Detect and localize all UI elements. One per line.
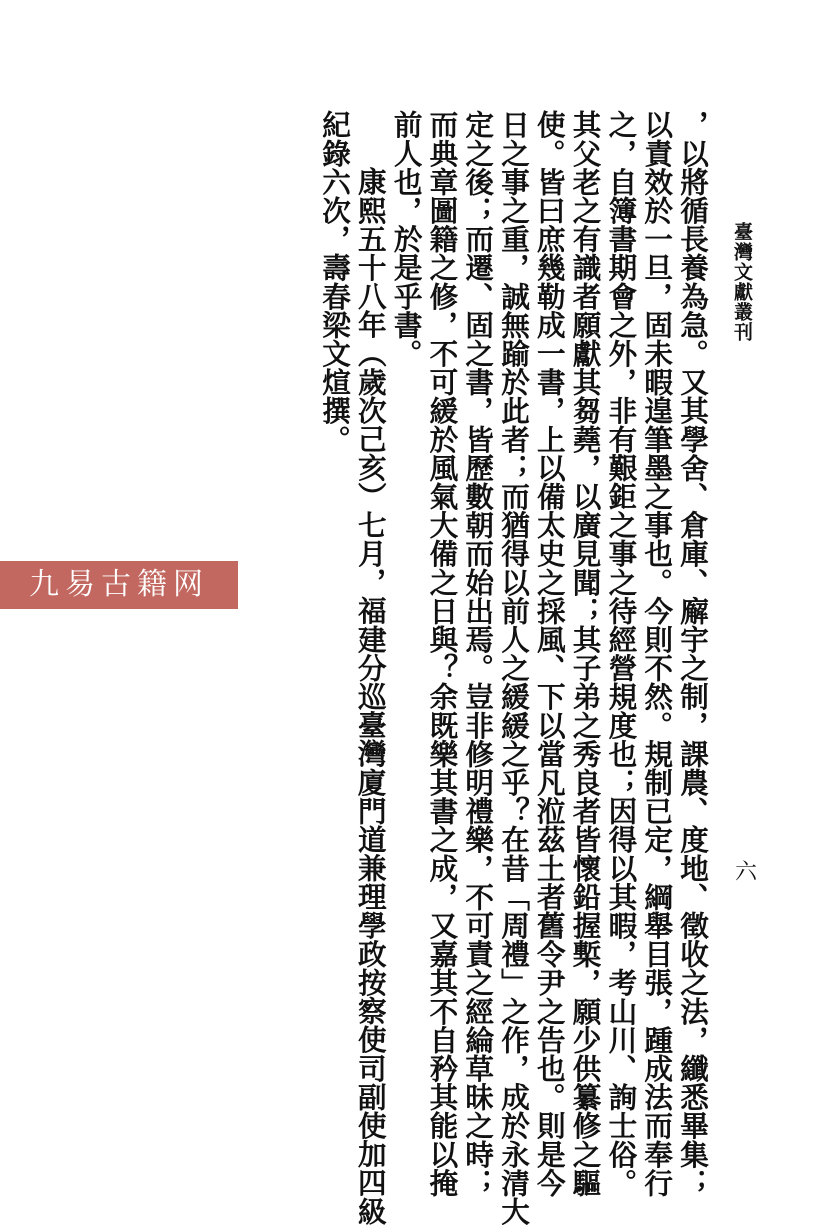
text-column: 定之後；而遷、固之書，皆歷數朝而始出焉。豈非修明禮樂，不可責之經綸草昧之時； — [461, 110, 496, 1197]
signature-column: 紀錄六次，壽春梁文煊撰。 — [318, 110, 353, 454]
page-number: 六 — [735, 860, 758, 885]
watermark-banner: 九易古籍网 — [0, 561, 238, 609]
text-column: 之，自簿書期會之外，非有艱鉅之事之待經營規度也；因得以其暇，考山川、詢士俗。 — [604, 110, 639, 1197]
body-text — [272, 110, 710, 1225]
running-title: 臺灣文獻叢刊 — [731, 222, 753, 342]
text-column: 日之事之重，誠無踰於此者；而猶得以前人之緩緩之乎？在昔「周禮」之作，成於永清大 — [497, 110, 532, 1225]
text-column: 其父老之有識者願獻其芻蕘，以廣見聞；其子弟之秀良者皆懷鉛握槧，願少供纂修之驅 — [568, 110, 603, 1197]
text-column: 前人也，於是乎書。 — [389, 110, 424, 368]
date-column: 康熙五十八年（歲次己亥）七月，福建分巡臺灣廈門道兼理學政按察使司副使加四級 — [353, 167, 388, 1225]
text-column: 以責效於一旦，固未暇遑筆墨之事也。今則不然。規制已定，綱舉目張，踵成法而奉行 — [640, 110, 675, 1197]
text-column: 使。皆曰庶幾勒成一書，上以備太史之採風、下以當凡涖茲土者舊令尹之告也。則是今 — [532, 110, 567, 1197]
text-column: 而典章圖籍之修，不可緩於風氣大備之日與？余既樂其書之成，又嘉其不自矜其能以掩 — [425, 110, 460, 1197]
text-column: ，以將循長養為急。又其學舍、倉庫、廨宇之制，課農、度地、徵收之法，纖悉畢集； — [676, 110, 710, 1197]
